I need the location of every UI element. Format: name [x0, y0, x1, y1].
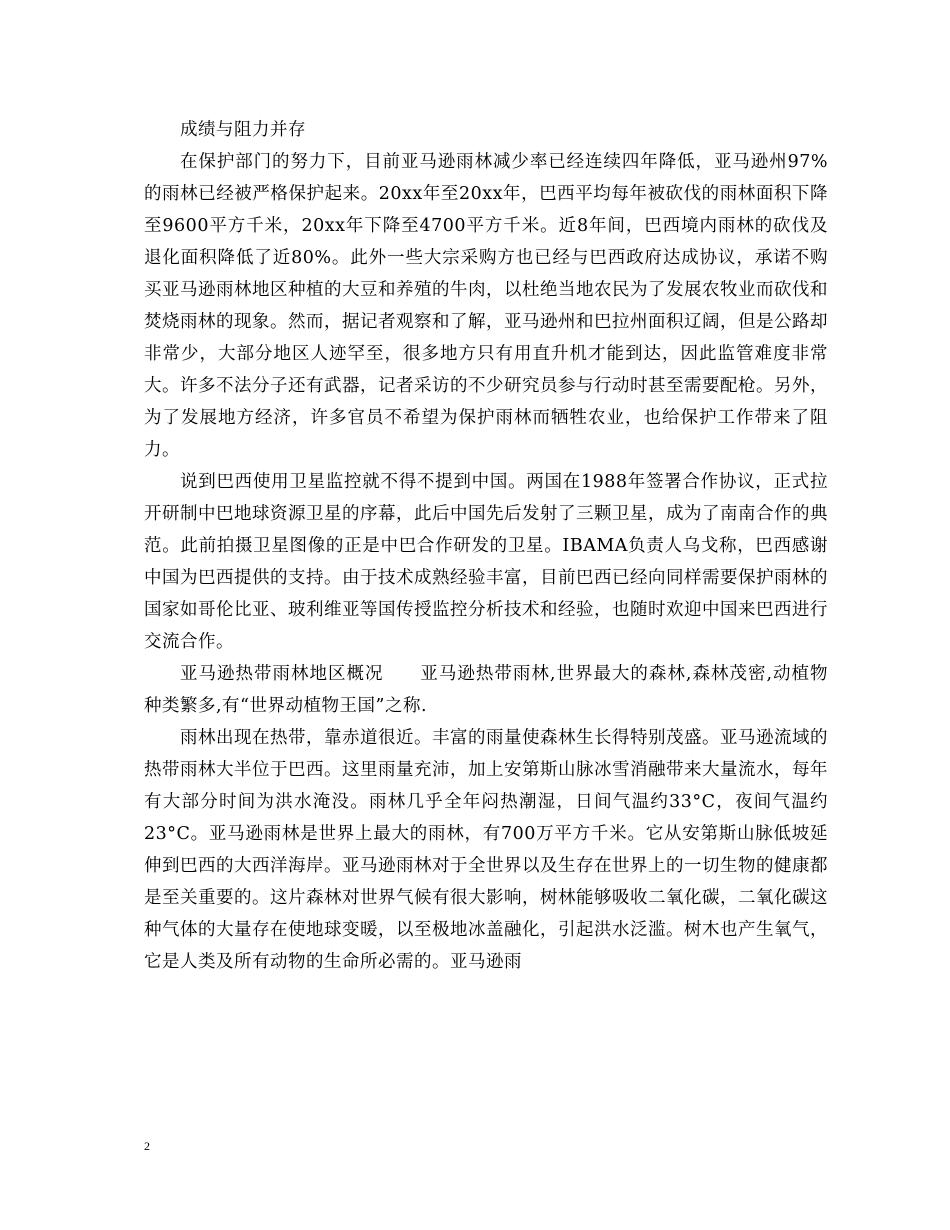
paragraph-satellite-cooperation: 说到巴西使用卫星监控就不得不提到中国。两国在1988年签署合作协议，正式拉开研制中巴地球资源卫星的序幕，此后中国先后发射了三颗卫星，成为了南南合作的典范。此前拍摄卫星图像的正是中巴合作研发的卫星。IBAMA负责人乌戈称，巴西感谢中国为巴西提供的支持。由于技术成熟经验丰富，目前巴西已经向同样需要保护雨林的国家如哥伦比亚、玻利维亚等国传授监控分析技术和经验，也随时欢迎中国来巴西进行交流合作。 [144, 472, 828, 652]
page-number: 2 [144, 1139, 150, 1153]
paragraph-rainforest-overview: 亚马逊热带雨林地区概况 亚马逊热带雨林,世界最大的森林,森林茂密,动植物种类繁多,有“世界动植物王国”之称. [144, 664, 828, 716]
paragraph-protection-progress: 在保护部门的努力下，目前亚马逊雨林减少率已经连续四年降低，亚马逊州97%的雨林已经被严格保护起来。20xx年至20xx年，巴西平均每年被砍伐的雨林面积下降至9600平方千米，20xx年下降至4700平方千米。近8年间，巴西境内雨林的砍伐及退化面积降低了近80%。此外一些大宗采购方也已经与巴西政府达成协议，承诺不购买亚马逊雨林地区种植的大豆和养殖的牛肉，以杜绝当地农民为了发展农牧业而砍伐和焚烧雨林的现象。然而，据记者观察和了解，亚马逊州和巴拉州面积辽阔，但是公路却非常少，大部分地区人迹罕至，很多地方只有用直升机才能到达，因此监管难度非常大。许多不法分子还有武器，记者采访的不少研究员参与行动时甚至需要配枪。另外，为了发展地方经济，许多官员不希望为保护雨林而牺牲农业，也给保护工作带来了阻力。 [144, 152, 828, 460]
paragraph-rainforest-climate: 雨林出现在热带，靠赤道很近。丰富的雨量使森林生长得特别茂盛。亚马逊流域的热带雨林大半位于巴西。这里雨量充沛，加上安第斯山脉冰雪消融带来大量流水，每年有大部分时间为洪水淹没。雨林几乎全年闷热潮湿，日间气温约33°C，夜间气温约23°C。亚马逊雨林是世界上最大的雨林，有700万平方千米。它从安第斯山脉低坡延伸到巴西的大西洋海岸。亚马逊雨林对于全世界以及生存在世界上的一切生物的健康都是至关重要的。这片森林对世界气候有很大影响，树林能够吸收二氧化碳，二氧化碳这种气体的大量存在使地球变暖，以至极地冰盖融化，引起洪水泛滥。树木也产生氧气，它是人类及所有动物的生命所必需的。亚马逊雨 [144, 728, 828, 972]
section-heading: 成绩与阻力并存 [180, 120, 306, 140]
document-body [144, 114, 828, 978]
